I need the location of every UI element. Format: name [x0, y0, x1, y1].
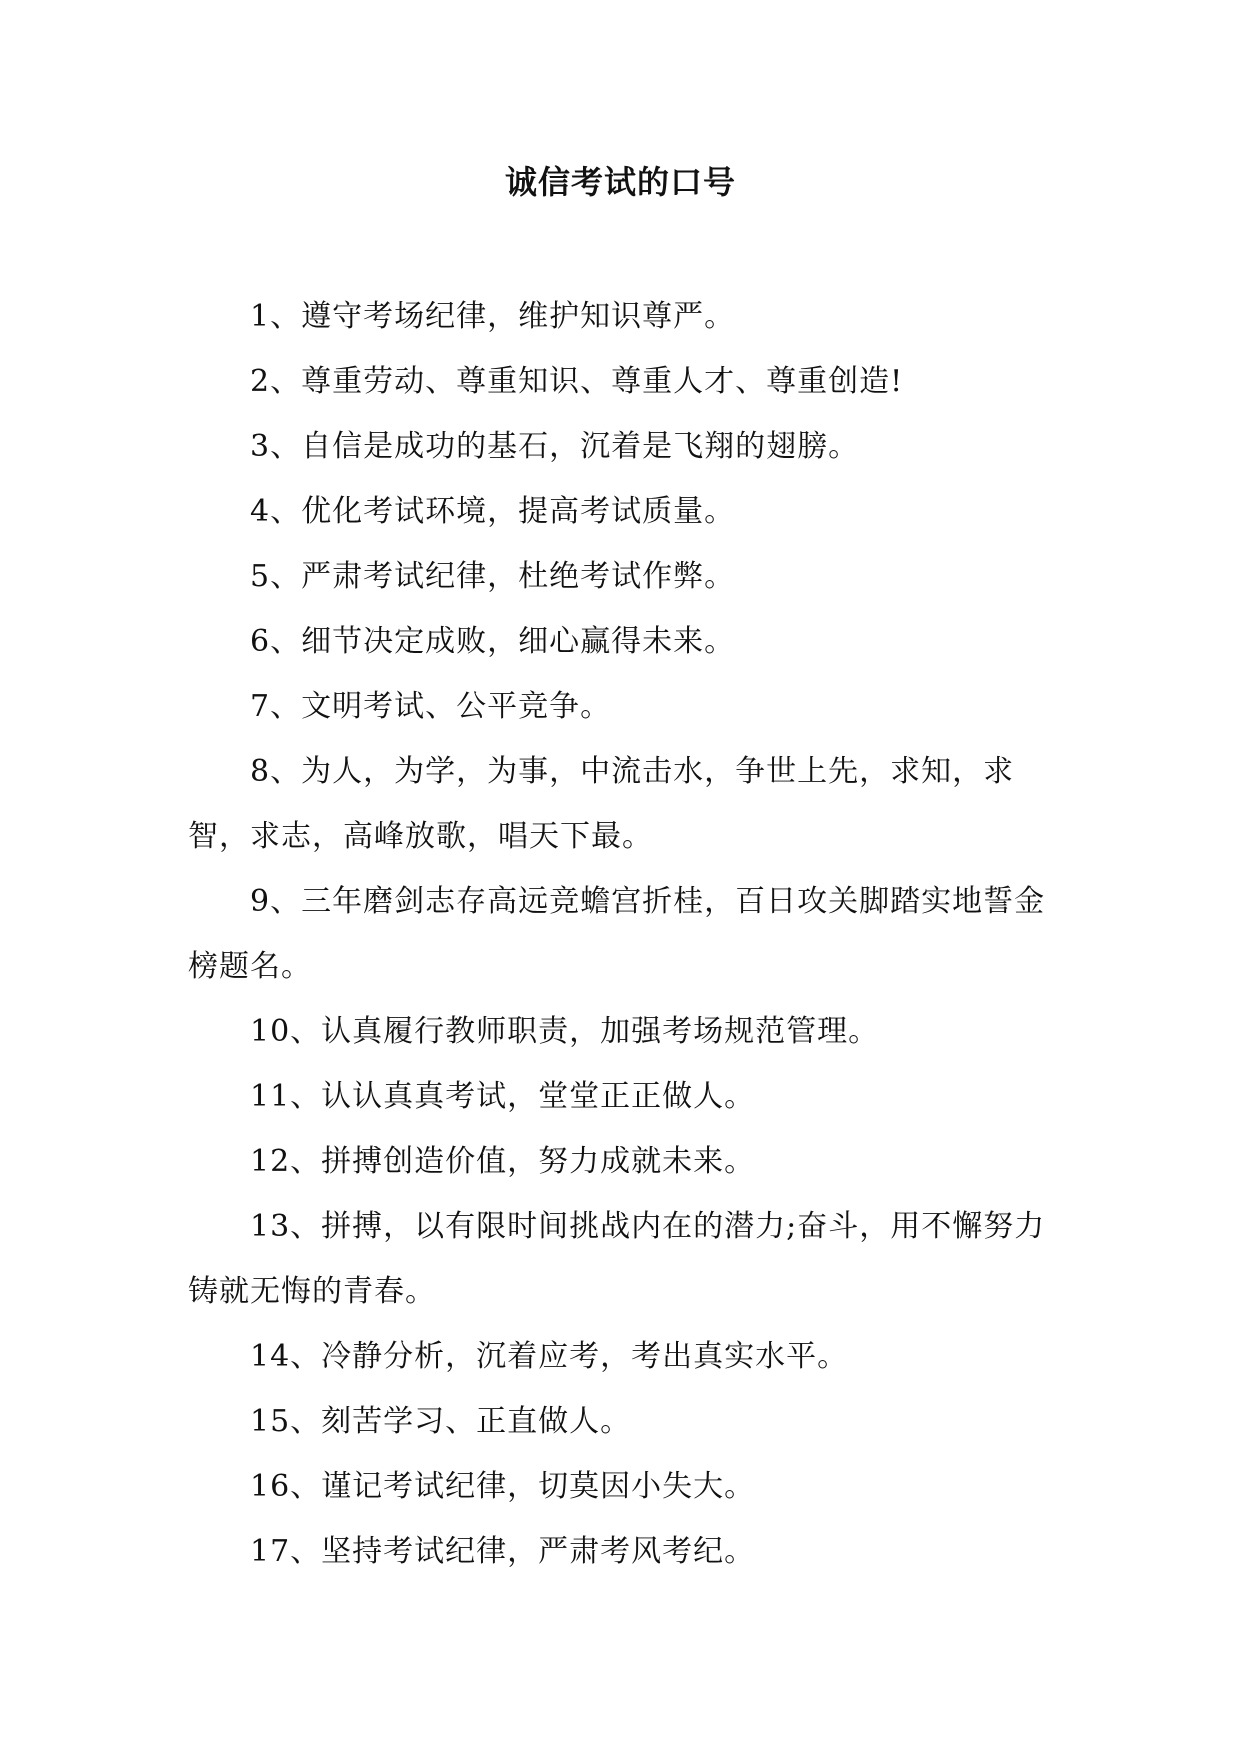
list-item: 3、自信是成功的基石，沉着是飞翔的翅膀。 — [250, 429, 860, 464]
list-item: 16、谨记考试纪律，切莫因小失大。 — [250, 1469, 756, 1504]
slogan-list — [188, 284, 1068, 1584]
page-title: 诚信考试的口号 — [504, 163, 736, 201]
list-item: 6、细节决定成败，细心赢得未来。 — [250, 624, 736, 659]
list-item: 8、为人，为学，为事，中流击水，争世上先，求知，求智，求志，高峰放歌，唱天下最。 — [188, 754, 1015, 854]
list-item: 5、严肃考试纪律，杜绝考试作弊。 — [250, 559, 736, 594]
list-item: 11、认认真真考试，堂堂正正做人。 — [250, 1079, 756, 1114]
list-item: 15、刻苦学习、正直做人。 — [250, 1404, 632, 1439]
list-item: 10、认真履行教师职责，加强考场规范管理。 — [250, 1014, 880, 1049]
list-item: 13、拼搏，以有限时间挑战内在的潜力;奋斗，用不懈努力铸就无悔的青春。 — [188, 1209, 1046, 1309]
list-item: 1、遵守考场纪律，维护知识尊严。 — [250, 299, 736, 334]
list-item: 14、冷静分析，沉着应考，考出真实水平。 — [250, 1339, 849, 1374]
list-item: 9、三年磨剑志存高远竞蟾宫折桂，百日攻关脚踏实地誓金榜题名。 — [188, 884, 1046, 984]
list-item: 12、拼搏创造价值，努力成就未来。 — [250, 1144, 756, 1179]
list-item: 17、坚持考试纪律，严肃考风考纪。 — [250, 1534, 756, 1569]
list-item: 4、优化考试环境，提高考试质量。 — [250, 494, 736, 529]
list-item: 2、尊重劳动、尊重知识、尊重人才、尊重创造! — [250, 364, 904, 399]
list-item: 7、文明考试、公平竞争。 — [250, 689, 612, 724]
